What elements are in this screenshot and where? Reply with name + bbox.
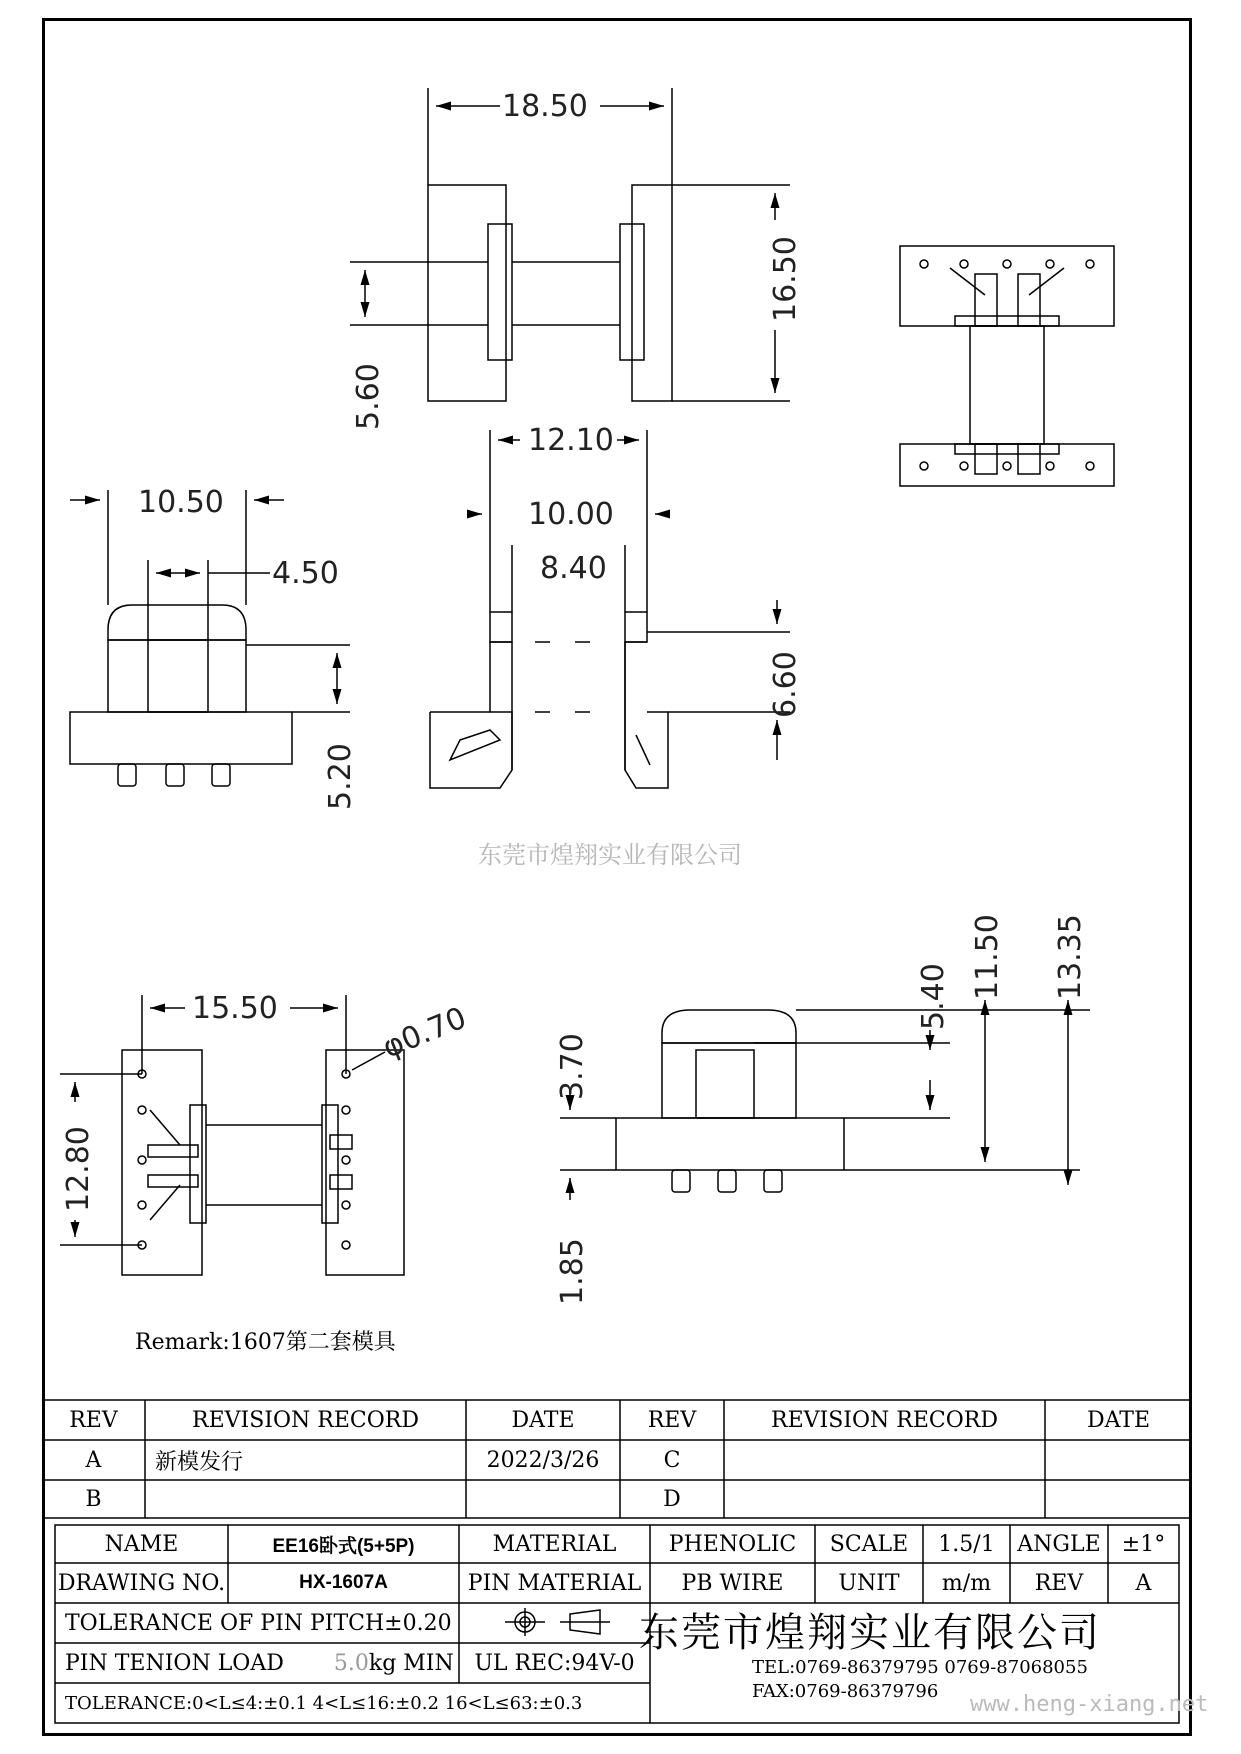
dim-elev-b: 5.40 — [916, 963, 951, 1030]
date-a: 2022/3/26 — [486, 1447, 600, 1473]
front-view — [350, 88, 790, 401]
dim-top-height: 6.60 — [768, 651, 803, 718]
dim-elev-e: 1.85 — [555, 1238, 590, 1305]
unit-label: UNIT — [838, 1570, 900, 1596]
rev-c: C — [663, 1447, 681, 1473]
dim-side-width: 10.50 — [138, 485, 224, 520]
dim-top-mid: 10.00 — [528, 497, 614, 532]
dim-bottom-pin-dia: φ0.70 — [377, 1000, 472, 1066]
pin-material-label: PIN MATERIAL — [467, 1570, 642, 1596]
rev-b: B — [85, 1486, 102, 1512]
company-name: 东莞市煌翔实业有限公司 — [639, 1609, 1101, 1656]
remark: Remark:1607第二套模具 — [135, 1330, 396, 1355]
dim-side-core-height: 5.20 — [323, 743, 358, 810]
angle-label: ANGLE — [1017, 1531, 1101, 1557]
watermark: 东莞市煌翔实业有限公司 — [478, 841, 742, 869]
material-value: PHENOLIC — [668, 1531, 797, 1557]
record-header-2: REVISION RECORD — [771, 1407, 998, 1433]
dim-bottom-width: 15.50 — [192, 991, 278, 1026]
record-header-1: REVISION RECORD — [192, 1407, 419, 1433]
company-tel: TEL:0769-86379795 0769-87068055 — [752, 1656, 1088, 1678]
date-header-2: DATE — [1086, 1407, 1151, 1433]
pin-tension — [55, 1643, 469, 1683]
dim-side-core: 4.50 — [272, 556, 339, 591]
rev-label: REV — [1034, 1570, 1084, 1596]
rev-header-2: REV — [647, 1407, 697, 1433]
ul-rec: UL REC:94V-0 — [474, 1650, 635, 1676]
date-header-1: DATE — [511, 1407, 575, 1433]
unit-value: m/m — [941, 1570, 992, 1596]
tolerance-pitch: TOLERANCE OF PIN PITCH±0.20 — [65, 1610, 452, 1636]
pin-layout-view — [900, 246, 1114, 486]
elevation-view — [560, 1000, 1090, 1200]
pin-material-value: PB WIRE — [681, 1570, 784, 1596]
material-label: MATERIAL — [492, 1531, 617, 1557]
drawing-no-value: HX-1607A — [299, 1572, 388, 1593]
scale-label: SCALE — [829, 1531, 909, 1557]
angle-value: ±1° — [1121, 1531, 1166, 1557]
rev-a: A — [85, 1447, 102, 1473]
scale-value: 1.5/1 — [938, 1531, 995, 1557]
name-value: EE16卧式(5+5P) — [272, 1535, 415, 1557]
dim-elev-d: 13.35 — [1053, 914, 1088, 1000]
dim-elev-c: 11.50 — [970, 914, 1005, 1000]
pin-tension-value: 5.0 — [333, 1650, 369, 1676]
company-fax: FAX:0769-86379796 — [752, 1680, 939, 1702]
rev-header-1: REV — [69, 1407, 118, 1433]
tolerance-general: TOLERANCE:0<L≤4:±0.1 4<L≤16:±0.2 16<L≤63:±0.3 — [65, 1692, 583, 1714]
dim-front-height: 16.50 — [768, 236, 803, 322]
dim-bottom-pin-span: 12.80 — [61, 1126, 96, 1212]
record-a: 新模发行 — [155, 1449, 244, 1475]
dim-front-width: 18.50 — [502, 89, 588, 124]
pin-tension-unit: kg MIN — [368, 1650, 454, 1676]
side-view — [70, 490, 350, 786]
top-view — [430, 430, 790, 788]
name-label: NAME — [104, 1531, 179, 1557]
rev-d: D — [663, 1486, 681, 1512]
rev-value: A — [1135, 1570, 1152, 1596]
pin-tension-label: PIN TENION LOAD — [65, 1650, 284, 1676]
dim-top-inner: 8.40 — [540, 551, 607, 586]
bottom-view — [60, 995, 404, 1275]
website-watermark: www.heng-xiang.net — [970, 1692, 1209, 1717]
dim-top-outer: 12.10 — [528, 423, 614, 458]
dim-elev-a: 3.70 — [555, 1033, 590, 1100]
drawing-no-label: DRAWING NO. — [57, 1570, 226, 1596]
dim-front-core: 5.60 — [351, 363, 386, 430]
